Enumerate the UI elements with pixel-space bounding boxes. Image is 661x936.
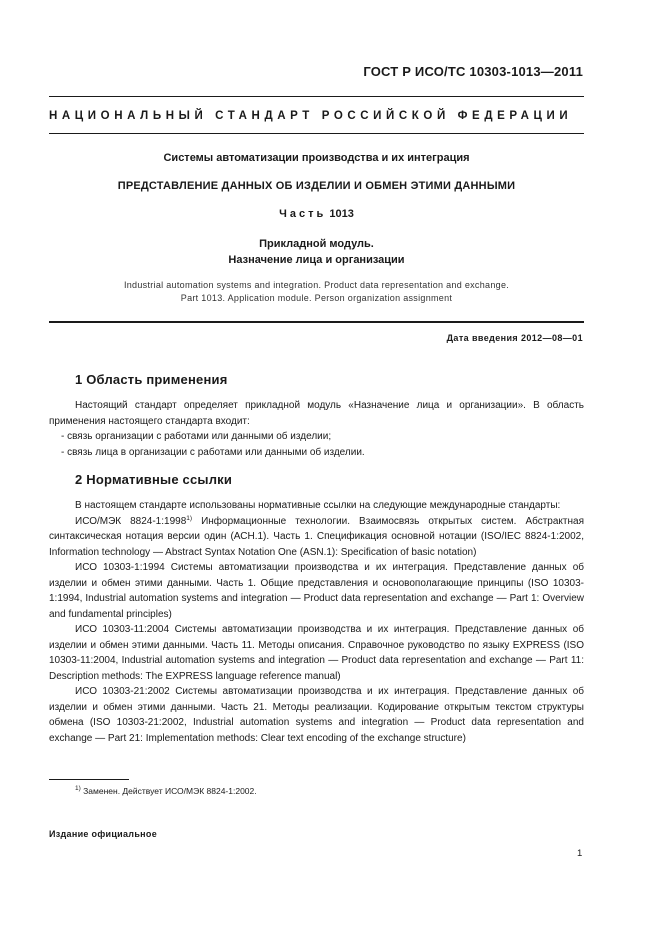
section-1-body xyxy=(49,398,584,460)
section-2-intro: В настоящем стандарте использованы нормативные ссылки на следующие международные стандарты: xyxy=(75,500,561,511)
section-1-heading: 1 Область применения xyxy=(75,372,228,387)
standard-subtitle: ПРЕДСТАВЛЕНИЕ ДАННЫХ ОБ ИЗДЕЛИИ И ОБМЕН ЭТИМИ ДАННЫМИ xyxy=(117,180,516,192)
english-title xyxy=(49,279,584,305)
date-of-introduction: Дата введения 2012—08—01 xyxy=(446,333,583,343)
module-title xyxy=(49,236,584,268)
section-2-heading: 2 Нормативные ссылки xyxy=(75,472,233,487)
part-word: Часть xyxy=(279,208,327,220)
section-1-intro: Настоящий стандарт определяет прикладной модуль «Назначение лица и организации». В область применения настоящего стандарта входит: xyxy=(49,400,584,427)
list-item: - связь лица в организации с работами или данными об изделии. xyxy=(61,446,365,458)
module-title-line2: Назначение лица и организации xyxy=(228,254,405,266)
english-title-line2: Part 1013. Application module. Person organization assignment xyxy=(180,293,453,303)
page-number: 1 xyxy=(577,848,583,859)
footnote-ref: 1) xyxy=(186,514,193,522)
official-edition-label: Издание официальное xyxy=(49,829,158,839)
reference-iso-10303-21: ИСО 10303-21:2002 Системы автоматизации производства и их интеграция. Представление данных об изделии и обмен этими данными. Часть 21. Методы реализации. Кодирование открытым текстом структуры обмена (ISO 10303-21:2002, Industrial automation systems and integration — Product data representation and exchange — Part 21: Implementation methods: Clear text encoding of the exchange structure) xyxy=(49,686,584,744)
section-2-body xyxy=(49,498,584,746)
national-standard-title: НАЦИОНАЛЬНЫЙ СТАНДАРТ РОССИЙСКОЙ ФЕДЕРАЦИИ xyxy=(49,110,573,122)
module-title-line1: Прикладной модуль. xyxy=(259,238,374,250)
part-number xyxy=(49,208,584,220)
reference-text: Информационные технологии. Взаимосвязь открытых систем. Абстрактная синтаксическая нотация версии один (АСН.1). Часть 1. Спецификация основной нотации (ISO/IEC 8824-1:2002, Information technology — Abstract Syntax Notation One (ASN.1): Specification of basic notation) xyxy=(49,515,584,558)
reference-code: ИСО/МЭК 8824-1:1998 xyxy=(75,515,187,527)
footnote-rule xyxy=(49,779,129,780)
title-rule xyxy=(49,133,584,134)
english-title-line1: Industrial automation systems and integration. Product data representation and exchange. xyxy=(123,280,510,290)
standard-main-title: Системы автоматизации производства и их интеграция xyxy=(163,152,470,164)
footnote-text: Заменен. Действует ИСО/МЭК 8824-1:2002. xyxy=(83,786,257,796)
reference-iso-iec-8824-1 xyxy=(49,514,584,561)
list-item: - связь организации с работами или данными об изделии; xyxy=(61,431,332,442)
reference-iso-10303-1: ИСО 10303-1:1994 Системы автоматизации производства и их интеграция. Представление данных об изделии и обмен этими данными. Часть 1. Общие представления и основополагающие принципы (ISO 10303-1:1994, Industrial automation systems and integration — Product data representation and exchange — Part 1: Overview and fundamental principles) xyxy=(49,562,584,620)
part-number-value: 1013 xyxy=(329,208,354,220)
title-block-rule xyxy=(49,321,584,323)
reference-iso-10303-11: ИСО 10303-11:2004 Системы автоматизации производства и их интеграция. Представление данных об изделии и обмен этими данными. Часть 11. Методы описания. Справочное руководство по языку EXPRESS (ISO 10303-11:2004, Industrial automation systems and integration — Product data representation and exchange — Part 11: Description methods: The EXPRESS language reference manual) xyxy=(49,624,584,682)
footnote-marker: 1) xyxy=(75,785,81,792)
footnote xyxy=(75,786,257,796)
header-rule xyxy=(49,96,584,97)
document-code: ГОСТ Р ИСО/ТС 10303-1013—2011 xyxy=(363,64,583,79)
